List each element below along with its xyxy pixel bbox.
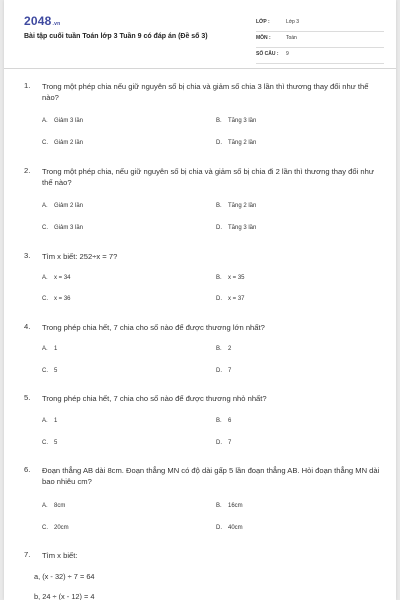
site-logo[interactable] [24, 14, 60, 28]
option-letter: C. [42, 140, 48, 146]
worksheet-page [4, 0, 396, 600]
option-text: x = 36 [54, 296, 71, 302]
option-c[interactable] [42, 525, 69, 531]
option-c[interactable] [42, 296, 71, 302]
meta-row-subject [256, 32, 384, 48]
question-number: 7. [24, 550, 31, 559]
meta-value: 9 [286, 51, 289, 57]
question-number: 3. [24, 251, 31, 260]
option-text: 2 [228, 346, 232, 352]
option-text: 40cm [228, 525, 243, 531]
option-letter: A. [42, 275, 48, 281]
option-a[interactable] [42, 118, 83, 124]
option-letter: C. [42, 368, 48, 374]
option-letter: A. [42, 203, 48, 209]
option-letter: D. [216, 140, 222, 146]
option-d[interactable] [216, 296, 245, 302]
option-letter: D. [216, 296, 222, 302]
question-number: 2. [24, 166, 31, 175]
option-d[interactable] [216, 225, 256, 231]
option-b[interactable] [216, 203, 256, 209]
header-divider [4, 68, 396, 69]
option-text: x = 35 [228, 275, 245, 281]
question-text: Tìm x biết: 252÷x = 7? [42, 252, 118, 261]
meta-label: LỚP : [256, 19, 270, 25]
option-text: 16cm [228, 503, 243, 509]
question-number: 4. [24, 322, 31, 331]
option-text: 1 [54, 418, 58, 424]
worksheet-header [4, 0, 396, 72]
option-c[interactable] [42, 440, 57, 446]
meta-row-class [256, 16, 384, 32]
option-letter: C. [42, 440, 48, 446]
option-letter: B. [216, 275, 222, 281]
question-number: 5. [24, 393, 31, 402]
question-text: Đoạn thẳng AB dài 8cm. Đoạn thẳng MN có độ dài gấp 5 lần đoạn thẳng AB. Hỏi đoạn thẳng MN dài bao nhiêu cm? [42, 466, 380, 486]
option-text: Giảm 3 lần [54, 225, 84, 231]
option-letter: B. [216, 203, 222, 209]
option-text: 5 [54, 440, 58, 446]
option-b[interactable] [216, 275, 245, 281]
option-text: 8cm [54, 503, 66, 509]
option-text: Giảm 2 lần [54, 140, 84, 146]
question-subitem: b, 24 ÷ (x - 12) = 4 [34, 592, 95, 600]
option-letter: C. [42, 225, 48, 231]
option-letter: D. [216, 525, 222, 531]
option-d[interactable] [216, 368, 231, 374]
worksheet-title: Bài tập cuối tuần Toán lớp 3 Tuần 9 có đáp án (Đề số 3) [24, 33, 208, 40]
option-letter: B. [216, 503, 222, 509]
question-number: 6. [24, 465, 31, 474]
logo-text: 2048 [24, 14, 52, 28]
option-text: Tăng 2 lần [228, 203, 257, 209]
option-letter: C. [42, 296, 48, 302]
option-c[interactable] [42, 368, 57, 374]
meta-value: Lớp 3 [286, 19, 300, 25]
option-letter: B. [216, 346, 222, 352]
option-text: x = 34 [54, 275, 71, 281]
option-letter: C. [42, 525, 48, 531]
option-letter: B. [216, 418, 222, 424]
option-text: Tăng 3 lần [228, 118, 257, 124]
option-d[interactable] [216, 525, 243, 531]
question-text: Trong phép chia hết, 7 chia cho số nào để được thương lớn nhất? [42, 323, 265, 332]
option-text: 20cm [54, 525, 69, 531]
option-letter: B. [216, 118, 222, 124]
question-text: Trong phép chia hết, 7 chia cho số nào để được thương nhỏ nhất? [42, 394, 267, 403]
option-c[interactable] [42, 140, 83, 146]
option-letter: D. [216, 440, 222, 446]
option-text: Tăng 3 lần [228, 225, 257, 231]
logo-suffix: .vn [52, 21, 61, 27]
meta-label: MÔN : [256, 35, 271, 41]
option-d[interactable] [216, 440, 231, 446]
option-letter: D. [216, 368, 222, 374]
option-letter: D. [216, 225, 222, 231]
option-text: x = 37 [228, 296, 245, 302]
option-text: 7 [228, 368, 232, 374]
option-text: Giảm 3 lần [54, 118, 84, 124]
option-b[interactable] [216, 346, 231, 352]
meta-row-question-count [256, 48, 384, 64]
option-a[interactable] [42, 418, 57, 424]
option-b[interactable] [216, 503, 243, 509]
option-text: 6 [228, 418, 232, 424]
question-text: Trong một phép chia nếu giữ nguyên số bị chia và giảm số chia 3 lần thì thương thay đổi như thế nào? [42, 82, 369, 102]
option-b[interactable] [216, 118, 256, 124]
option-c[interactable] [42, 225, 83, 231]
option-a[interactable] [42, 346, 57, 352]
question-text: Trong một phép chia, nếu giữ nguyên số bị chia và giảm số bị chia đi 2 lần thì thương thay đổi như thế nào? [42, 167, 374, 187]
option-text: Tăng 2 lần [228, 140, 257, 146]
meta-value: Toán [286, 35, 297, 41]
worksheet-meta [256, 16, 384, 64]
option-text: 5 [54, 368, 58, 374]
question-text: Tìm x biết: [42, 551, 78, 560]
question-subitem: a, (x - 32) ÷ 7 = 64 [34, 572, 95, 581]
option-a[interactable] [42, 203, 83, 209]
question-number: 1. [24, 81, 31, 90]
option-letter: A. [42, 503, 48, 509]
option-a[interactable] [42, 275, 71, 281]
option-d[interactable] [216, 140, 256, 146]
option-letter: A. [42, 346, 48, 352]
option-text: Giảm 2 lần [54, 203, 84, 209]
option-letter: A. [42, 118, 48, 124]
option-letter: A. [42, 418, 48, 424]
meta-label: SỐ CÂU : [256, 51, 279, 57]
option-b[interactable] [216, 418, 231, 424]
option-a[interactable] [42, 503, 65, 509]
option-text: 1 [54, 346, 58, 352]
option-text: 7 [228, 440, 232, 446]
